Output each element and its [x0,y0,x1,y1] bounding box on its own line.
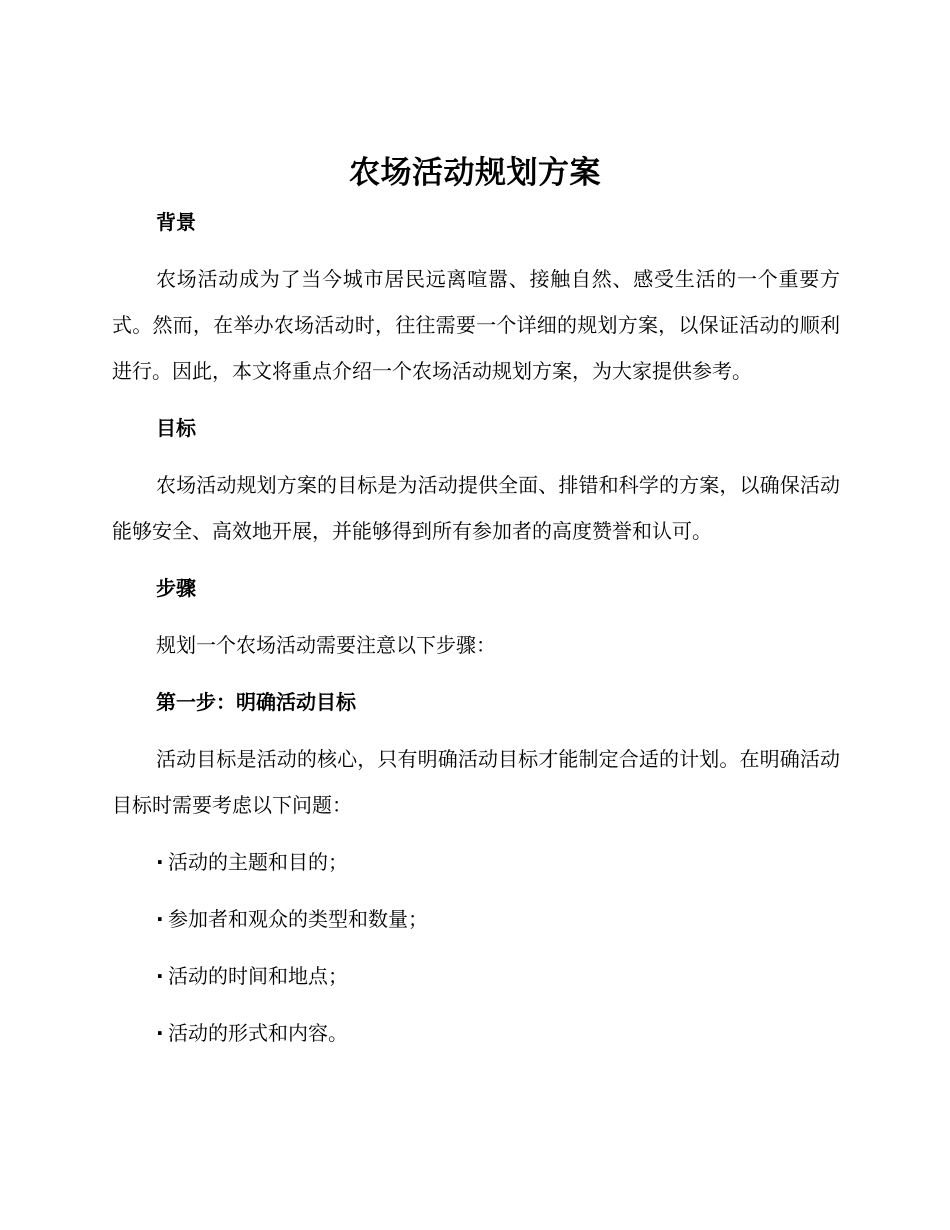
bullet-text: 活动的时间和地点； [168,964,348,988]
list-item [112,839,840,885]
bullet-marker: · [156,907,164,931]
bullet-marker: · [156,1021,164,1045]
bullet-text: 活动的形式和内容。 [168,1021,348,1045]
section-heading-goal: 目标 [156,416,196,440]
document-title: 农场活动规划方案 [349,155,601,191]
bullet-text: 活动的主题和目的； [168,850,348,874]
list-item [112,1010,840,1056]
document-body [112,199,840,1067]
steps-intro: 规划一个农场活动需要注意以下步骤： [156,633,496,657]
goal-paragraph: 农场活动规划方案的目标是为活动提供全面、排错和科学的方案，以确保活动能够安全、高效地开展，并能够得到所有参加者的高度赞誉和认可。 [112,473,840,543]
list-item [112,896,840,942]
step1-heading: 第一步：明确活动目标 [156,690,356,714]
bullet-marker: · [156,850,164,874]
section-heading-background: 背景 [156,210,196,234]
section-heading-steps: 步骤 [156,576,196,600]
bullet-text: 参加者和观众的类型和数量； [168,907,428,931]
list-item [112,953,840,999]
background-paragraph: 农场活动成为了当今城市居民远离喧嚣、接触自然、感受生活的一个重要方式。然而，在举办农场活动时，往往需要一个详细的规划方案，以保证活动的顺利进行。因此，本文将重点介绍一个农场活动规划方案，为大家提供参考。 [112,267,840,383]
step1-paragraph: 活动目标是活动的核心，只有明确活动目标才能制定合适的计划。在明确活动目标时需要考虑以下问题： [112,747,840,817]
bullet-marker: · [156,964,164,988]
